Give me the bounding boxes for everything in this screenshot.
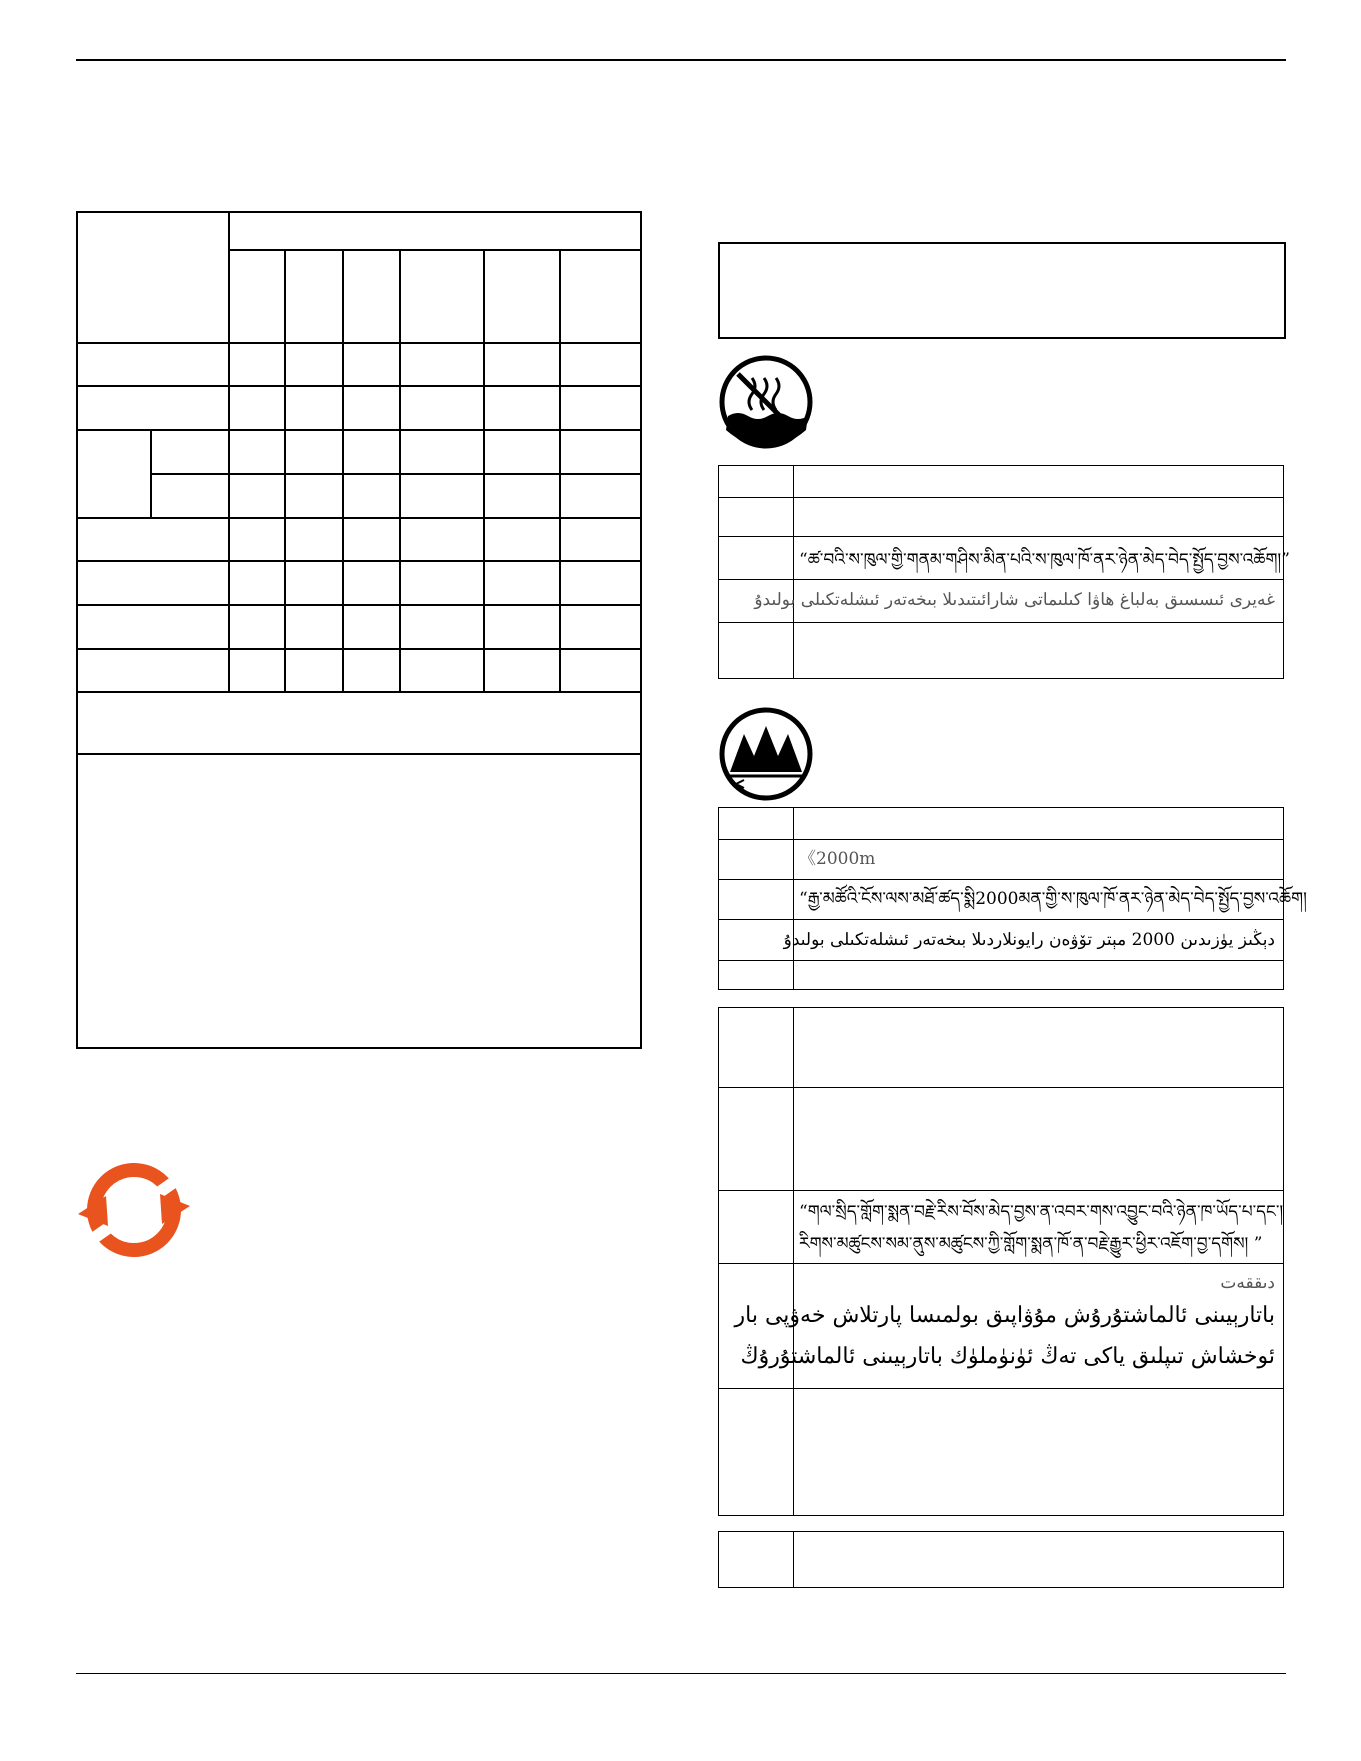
tibetan-notice-text: “རྒྱ་མཚོའི་ངོས་ལས་མཐོ་ཚད་སྨི2000མན་གྱི་ས་ཁུལ་ཁོ་ནར་ཉེན་མེད་བེད་སྤྱོད་བྱས་འཆོག།: [799, 889, 1307, 909]
altitude-table: [718, 807, 1307, 990]
tibetan-battery-line-1: “གལ་སྲིད་གློག་སྨན་བརྗེ་རིས་བོས་མེད་བྱས་ན་འབར་གས་འབྱུང་བའི་ཉེན་ཁ་ཡོད་པ་དང་།: [799, 1202, 1284, 1222]
table-rule: [228, 249, 640, 251]
table-rule: [719, 1263, 1283, 1264]
uyghur-battery-line-1: باتارېيىنى ئالماشتۇرۇش مۇۋاپىق بولمىسا پارتلاش خەۋپى بار: [734, 1303, 1275, 1328]
table-rule: [78, 604, 640, 606]
table-rule: [719, 1190, 1283, 1191]
hazardous-substance-table: [76, 211, 642, 1049]
table-rule: [150, 429, 152, 517]
table-rule: [719, 879, 1283, 880]
table-rule: [719, 919, 1283, 920]
table-rule: [78, 385, 640, 387]
table-rule: [559, 249, 561, 693]
table-rule: [78, 691, 640, 693]
table-rule: [78, 753, 640, 755]
footer-rule: [76, 1673, 1286, 1674]
table-rule: [719, 497, 1283, 498]
table-rule: [342, 249, 344, 693]
table-rule: [78, 342, 640, 344]
no-tropical-climate-icon: [718, 354, 814, 450]
table-rule: [284, 249, 286, 693]
warm-area-table: [718, 465, 1290, 679]
table-rule: [719, 579, 1283, 580]
table-rule: [719, 1087, 1283, 1088]
table-rule: [793, 1532, 794, 1587]
table-rule: [719, 839, 1283, 840]
uyghur-notice-text: دېڭىز يۈزىدىن 2000 مېتر تۆۋەن رايونلاردىلا بىخەتەر ئىشلەتكىلى بولىدۇ: [783, 930, 1275, 950]
table-rule: [78, 429, 640, 431]
table-rule: [793, 808, 794, 989]
uyghur-battery-heading: دىققەت: [1220, 1273, 1275, 1293]
recycling-period-icon: [76, 1152, 192, 1268]
tibetan-notice-text: “ཚ་བའི་ས་ཁུལ་གྱི་གནམ་གཤིས་མིན་པའི་ས་ཁུལ་ཁོ་ནར་ཉེན་མེད་བེད་སྤྱོད་བྱས་འཆོག།”: [799, 550, 1290, 570]
table-rule: [228, 213, 230, 693]
table-rule: [78, 560, 640, 562]
table-rule: [719, 1388, 1283, 1389]
table-rule: [719, 960, 1283, 961]
table-rule: [483, 249, 485, 693]
table-rule: [78, 517, 640, 519]
battery-warning-table: [718, 1007, 1284, 1516]
altitude-2000m-icon: [718, 706, 814, 802]
table-rule: [150, 473, 640, 475]
uyghur-battery-line-2: ئوخشاش تىپلىق ياكى تەڭ ئۈنۈملۈك باتارېيىنى ئالماشتۇرۇڭ: [740, 1344, 1275, 1369]
mongolian-notice-prefix: 《2000m: [799, 849, 876, 869]
uyghur-notice-text: غەيرى ئىسسىق بەلباغ ھاۋا كىلىماتى شارائىتىدىلا بىخەتەر ئىشلەتكىلى بولىدۇ: [754, 590, 1275, 610]
footer-table: [718, 1531, 1284, 1588]
table-rule: [78, 648, 640, 650]
table-rule: [719, 622, 1283, 623]
tibetan-battery-line-2: རིགས་མཚུངས་སམ་ནུས་མཚུངས་ཀྱི་གློག་སྨན་ཁོ་ན་བརྗེ་རྒྱུར་ཕྱིར་འཇོག་བྱ་དགོས། ”: [799, 1234, 1263, 1254]
header-rule: [76, 59, 1286, 61]
table-rule: [399, 249, 401, 693]
table-rule: [719, 536, 1283, 537]
table-rule: [793, 1008, 794, 1515]
notice-box: [718, 242, 1286, 339]
